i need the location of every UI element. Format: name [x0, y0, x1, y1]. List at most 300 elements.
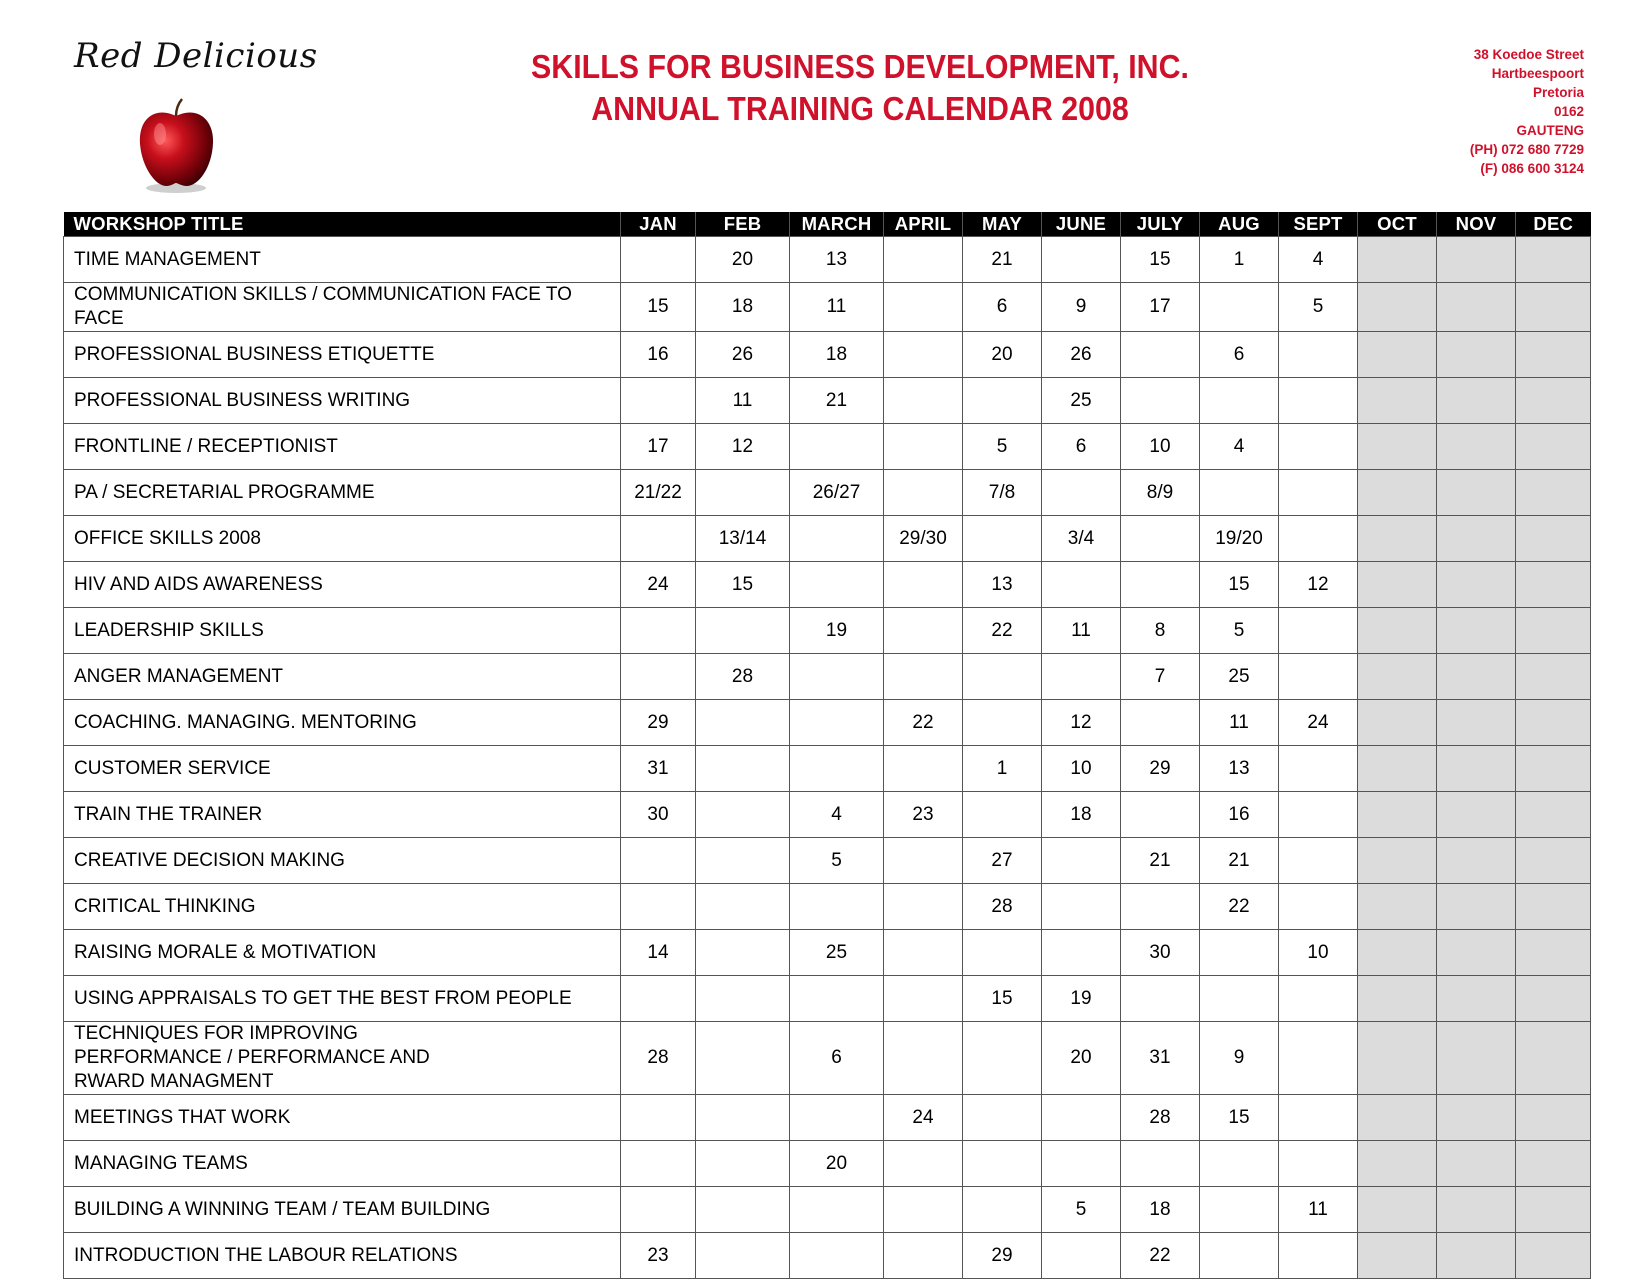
- date-cell: 1: [1200, 237, 1279, 283]
- date-cell: 28: [1121, 1095, 1200, 1141]
- address-town: Hartbeespoort: [1491, 66, 1584, 81]
- date-cell: [790, 562, 884, 608]
- date-cell: [1358, 1095, 1437, 1141]
- date-cell: [1200, 1187, 1279, 1233]
- date-cell: 24: [1279, 700, 1358, 746]
- date-cell: [696, 608, 790, 654]
- date-cell: 21: [790, 378, 884, 424]
- date-cell: [884, 283, 963, 332]
- date-cell: 12: [696, 424, 790, 470]
- table-row: [64, 1022, 1591, 1095]
- date-cell: 30: [621, 792, 696, 838]
- table-row: [64, 470, 1591, 516]
- workshop-title-cell: MEETINGS THAT WORK: [64, 1095, 621, 1141]
- date-cell: 13: [790, 237, 884, 283]
- date-cell: [1516, 884, 1591, 930]
- date-cell: [1358, 1187, 1437, 1233]
- date-cell: [1516, 976, 1591, 1022]
- date-cell: 17: [1121, 283, 1200, 332]
- date-cell: 4: [1279, 237, 1358, 283]
- date-cell: 15: [1121, 237, 1200, 283]
- date-cell: [963, 654, 1042, 700]
- date-cell: 16: [1200, 792, 1279, 838]
- date-cell: [1437, 332, 1516, 378]
- date-cell: [1358, 562, 1437, 608]
- date-cell: 3/4: [1042, 516, 1121, 562]
- date-cell: 9: [1200, 1022, 1279, 1095]
- date-cell: 15: [696, 562, 790, 608]
- date-cell: [1200, 976, 1279, 1022]
- date-cell: [963, 378, 1042, 424]
- date-cell: [696, 1022, 790, 1095]
- date-cell: [1121, 562, 1200, 608]
- date-cell: [1279, 1233, 1358, 1279]
- date-cell: [696, 838, 790, 884]
- date-cell: 8: [1121, 608, 1200, 654]
- brand-logo-text: Red Delicious: [74, 36, 318, 76]
- workshop-title-cell: PROFESSIONAL BUSINESS ETIQUETTE: [64, 332, 621, 378]
- date-cell: [1516, 654, 1591, 700]
- workshop-title-cell: FRONTLINE / RECEPTIONIST: [64, 424, 621, 470]
- workshop-title-cell: OFFICE SKILLS 2008: [64, 516, 621, 562]
- date-cell: [1437, 1233, 1516, 1279]
- date-cell: [621, 976, 696, 1022]
- date-cell: 24: [884, 1095, 963, 1141]
- date-cell: 9: [1042, 283, 1121, 332]
- date-cell: [621, 608, 696, 654]
- date-cell: [884, 237, 963, 283]
- date-cell: [696, 1141, 790, 1187]
- date-cell: 7: [1121, 654, 1200, 700]
- title-line-2: ANNUAL TRAINING CALENDAR 2008: [591, 90, 1129, 127]
- date-cell: [1358, 608, 1437, 654]
- date-cell: 28: [696, 654, 790, 700]
- date-cell: 18: [1042, 792, 1121, 838]
- date-cell: [1516, 424, 1591, 470]
- date-cell: 26/27: [790, 470, 884, 516]
- date-cell: [790, 746, 884, 792]
- date-cell: [1516, 283, 1591, 332]
- date-cell: 18: [696, 283, 790, 332]
- date-cell: [1358, 1141, 1437, 1187]
- date-cell: 25: [1200, 654, 1279, 700]
- date-cell: 6: [1042, 424, 1121, 470]
- date-cell: 15: [621, 283, 696, 332]
- date-cell: 31: [1121, 1022, 1200, 1095]
- date-cell: 22: [1121, 1233, 1200, 1279]
- date-cell: [963, 516, 1042, 562]
- date-cell: [1358, 654, 1437, 700]
- date-cell: 15: [963, 976, 1042, 1022]
- workshop-title-cell: USING APPRAISALS TO GET THE BEST FROM PEOPLE: [64, 976, 621, 1022]
- workshop-title-cell: COMMUNICATION SKILLS / COMMUNICATION FACE TO FACE: [64, 283, 621, 332]
- date-cell: 8/9: [1121, 470, 1200, 516]
- date-cell: [1437, 1022, 1516, 1095]
- date-cell: [1516, 746, 1591, 792]
- date-cell: [1279, 516, 1358, 562]
- date-cell: [1279, 884, 1358, 930]
- date-cell: [1358, 378, 1437, 424]
- date-cell: 23: [621, 1233, 696, 1279]
- date-cell: 16: [621, 332, 696, 378]
- date-cell: [696, 470, 790, 516]
- training-calendar-table: [63, 212, 1591, 1279]
- table-row: [64, 332, 1591, 378]
- workshop-title-cell: CUSTOMER SERVICE: [64, 746, 621, 792]
- workshop-title-cell: ANGER MANAGEMENT: [64, 654, 621, 700]
- date-cell: [1042, 654, 1121, 700]
- date-cell: [790, 884, 884, 930]
- date-cell: [1358, 930, 1437, 976]
- date-cell: 25: [1042, 378, 1121, 424]
- date-cell: 4: [790, 792, 884, 838]
- date-cell: [1437, 930, 1516, 976]
- date-cell: [621, 1095, 696, 1141]
- date-cell: 20: [696, 237, 790, 283]
- date-cell: 28: [621, 1022, 696, 1095]
- date-cell: [963, 700, 1042, 746]
- header-month: NOV: [1437, 212, 1516, 237]
- table-row: [64, 1233, 1591, 1279]
- table-row: [64, 930, 1591, 976]
- date-cell: [1358, 283, 1437, 332]
- date-cell: [621, 516, 696, 562]
- date-cell: 22: [1200, 884, 1279, 930]
- date-cell: [1279, 1141, 1358, 1187]
- date-cell: [1358, 516, 1437, 562]
- date-cell: [884, 654, 963, 700]
- date-cell: 22: [884, 700, 963, 746]
- address-fax: (F) 086 600 3124: [1480, 161, 1584, 176]
- date-cell: [1358, 332, 1437, 378]
- address-city: Pretoria: [1532, 85, 1584, 100]
- date-cell: [1516, 562, 1591, 608]
- date-cell: [1437, 746, 1516, 792]
- date-cell: [884, 976, 963, 1022]
- date-cell: [1437, 884, 1516, 930]
- date-cell: [1042, 470, 1121, 516]
- date-cell: [1042, 1233, 1121, 1279]
- date-cell: 20: [1042, 1022, 1121, 1095]
- date-cell: [790, 1187, 884, 1233]
- header-month: SEPT: [1279, 212, 1358, 237]
- date-cell: [696, 884, 790, 930]
- date-cell: 10: [1121, 424, 1200, 470]
- date-cell: 15: [1200, 1095, 1279, 1141]
- date-cell: [963, 930, 1042, 976]
- date-cell: [1437, 700, 1516, 746]
- table-row: [64, 976, 1591, 1022]
- date-cell: 12: [1279, 562, 1358, 608]
- date-cell: 5: [1042, 1187, 1121, 1233]
- date-cell: 21/22: [621, 470, 696, 516]
- table-header-row: [64, 212, 1591, 237]
- date-cell: 19: [1042, 976, 1121, 1022]
- date-cell: 23: [884, 792, 963, 838]
- date-cell: 28: [963, 884, 1042, 930]
- date-cell: [1358, 746, 1437, 792]
- date-cell: [1516, 237, 1591, 283]
- date-cell: 11: [790, 283, 884, 332]
- date-cell: [1279, 976, 1358, 1022]
- table-row: [64, 884, 1591, 930]
- date-cell: [1042, 884, 1121, 930]
- date-cell: [696, 1233, 790, 1279]
- date-cell: [1437, 792, 1516, 838]
- date-cell: [1279, 792, 1358, 838]
- header-month: MARCH: [790, 212, 884, 237]
- date-cell: [884, 884, 963, 930]
- date-cell: [1437, 608, 1516, 654]
- date-cell: [884, 838, 963, 884]
- date-cell: [790, 700, 884, 746]
- date-cell: [1437, 516, 1516, 562]
- date-cell: [1200, 930, 1279, 976]
- date-cell: 24: [621, 562, 696, 608]
- date-cell: [1437, 378, 1516, 424]
- date-cell: [884, 1141, 963, 1187]
- date-cell: 21: [963, 237, 1042, 283]
- date-cell: 30: [1121, 930, 1200, 976]
- date-cell: 5: [1200, 608, 1279, 654]
- date-cell: [1516, 1233, 1591, 1279]
- date-cell: [1042, 930, 1121, 976]
- header-month: APRIL: [884, 212, 963, 237]
- date-cell: [1516, 332, 1591, 378]
- date-cell: 15: [1200, 562, 1279, 608]
- date-cell: [1516, 608, 1591, 654]
- date-cell: 11: [1279, 1187, 1358, 1233]
- date-cell: 26: [696, 332, 790, 378]
- date-cell: [963, 1141, 1042, 1187]
- date-cell: 13/14: [696, 516, 790, 562]
- date-cell: [1200, 470, 1279, 516]
- date-cell: [696, 746, 790, 792]
- date-cell: 29: [621, 700, 696, 746]
- date-cell: [884, 746, 963, 792]
- date-cell: [1516, 378, 1591, 424]
- date-cell: [1042, 1141, 1121, 1187]
- date-cell: [1279, 746, 1358, 792]
- apple-icon: [136, 96, 216, 196]
- date-cell: [1437, 1141, 1516, 1187]
- date-cell: 29/30: [884, 516, 963, 562]
- table-row: [64, 378, 1591, 424]
- workshop-title-cell: LEADERSHIP SKILLS: [64, 608, 621, 654]
- header-workshop-title: WORKSHOP TITLE: [64, 212, 621, 237]
- date-cell: [1516, 470, 1591, 516]
- date-cell: [1121, 332, 1200, 378]
- date-cell: [621, 237, 696, 283]
- date-cell: [1358, 470, 1437, 516]
- date-cell: 7/8: [963, 470, 1042, 516]
- workshop-title-cell: COACHING. MANAGING. MENTORING: [64, 700, 621, 746]
- date-cell: [790, 1233, 884, 1279]
- date-cell: 29: [963, 1233, 1042, 1279]
- date-cell: 17: [621, 424, 696, 470]
- date-cell: 5: [1279, 283, 1358, 332]
- date-cell: [621, 884, 696, 930]
- date-cell: [1516, 1095, 1591, 1141]
- date-cell: [1516, 930, 1591, 976]
- date-cell: 21: [1121, 838, 1200, 884]
- date-cell: 20: [963, 332, 1042, 378]
- date-cell: [1121, 1141, 1200, 1187]
- date-cell: [1516, 1187, 1591, 1233]
- date-cell: 1: [963, 746, 1042, 792]
- date-cell: [963, 1187, 1042, 1233]
- date-cell: [1437, 237, 1516, 283]
- date-cell: 5: [963, 424, 1042, 470]
- date-cell: [884, 378, 963, 424]
- title-line-1: SKILLS FOR BUSINESS DEVELOPMENT, INC.: [531, 48, 1189, 85]
- date-cell: [1279, 470, 1358, 516]
- date-cell: [1516, 700, 1591, 746]
- workshop-title-cell: PROFESSIONAL BUSINESS WRITING: [64, 378, 621, 424]
- date-cell: [1200, 378, 1279, 424]
- date-cell: 11: [1042, 608, 1121, 654]
- header-month: OCT: [1358, 212, 1437, 237]
- date-cell: [1358, 976, 1437, 1022]
- date-cell: [1358, 884, 1437, 930]
- workshop-title-cell: MANAGING TEAMS: [64, 1141, 621, 1187]
- date-cell: [1121, 378, 1200, 424]
- table-row: [64, 654, 1591, 700]
- date-cell: [696, 1187, 790, 1233]
- date-cell: [884, 1022, 963, 1095]
- address-province: GAUTENG: [1516, 123, 1584, 138]
- date-cell: [1437, 424, 1516, 470]
- header-month: JUNE: [1042, 212, 1121, 237]
- table-row: [64, 1141, 1591, 1187]
- date-cell: [1358, 424, 1437, 470]
- date-cell: [1437, 283, 1516, 332]
- address-phone: (PH) 072 680 7729: [1469, 142, 1584, 157]
- table-row: [64, 516, 1591, 562]
- date-cell: 11: [696, 378, 790, 424]
- company-address: [1470, 45, 1584, 178]
- workshop-title-cell: TIME MANAGEMENT: [64, 237, 621, 283]
- date-cell: [1121, 884, 1200, 930]
- date-cell: [1437, 1187, 1516, 1233]
- date-cell: [696, 930, 790, 976]
- header-month: JULY: [1121, 212, 1200, 237]
- date-cell: 5: [790, 838, 884, 884]
- date-cell: [1358, 237, 1437, 283]
- date-cell: [884, 424, 963, 470]
- address-street: 38 Koedoe Street: [1473, 47, 1584, 62]
- date-cell: [884, 608, 963, 654]
- workshop-title-cell: CRITICAL THINKING: [64, 884, 621, 930]
- table-row: [64, 792, 1591, 838]
- date-cell: [621, 1187, 696, 1233]
- date-cell: 6: [790, 1022, 884, 1095]
- date-cell: [1358, 1233, 1437, 1279]
- date-cell: 14: [621, 930, 696, 976]
- date-cell: 4: [1200, 424, 1279, 470]
- date-cell: [884, 332, 963, 378]
- date-cell: [696, 700, 790, 746]
- date-cell: [963, 792, 1042, 838]
- workshop-title-cell: PA / SECRETARIAL PROGRAMME: [64, 470, 621, 516]
- date-cell: [1121, 792, 1200, 838]
- date-cell: 13: [1200, 746, 1279, 792]
- date-cell: [1437, 838, 1516, 884]
- date-cell: 25: [790, 930, 884, 976]
- date-cell: [1516, 1141, 1591, 1187]
- date-cell: [1279, 424, 1358, 470]
- date-cell: [621, 378, 696, 424]
- date-cell: 13: [963, 562, 1042, 608]
- date-cell: [1358, 792, 1437, 838]
- date-cell: [963, 1022, 1042, 1095]
- date-cell: [1279, 608, 1358, 654]
- workshop-title-cell: RAISING MORALE & MOTIVATION: [64, 930, 621, 976]
- date-cell: 11: [1200, 700, 1279, 746]
- table-row: [64, 838, 1591, 884]
- date-cell: [790, 654, 884, 700]
- workshop-title-cell: TRAIN THE TRAINER: [64, 792, 621, 838]
- table-row: [64, 608, 1591, 654]
- date-cell: [1042, 838, 1121, 884]
- date-cell: [1516, 792, 1591, 838]
- date-cell: [884, 930, 963, 976]
- date-cell: [790, 976, 884, 1022]
- date-cell: [1279, 332, 1358, 378]
- date-cell: [1121, 516, 1200, 562]
- date-cell: 6: [963, 283, 1042, 332]
- date-cell: [696, 792, 790, 838]
- date-cell: [1200, 1233, 1279, 1279]
- date-cell: [1279, 378, 1358, 424]
- table-row: [64, 562, 1591, 608]
- date-cell: [1279, 838, 1358, 884]
- date-cell: [1042, 1095, 1121, 1141]
- date-cell: [1358, 838, 1437, 884]
- date-cell: 18: [1121, 1187, 1200, 1233]
- date-cell: 29: [1121, 746, 1200, 792]
- table-body: [64, 237, 1591, 1279]
- date-cell: [790, 1095, 884, 1141]
- date-cell: [1437, 1095, 1516, 1141]
- table-row: [64, 1095, 1591, 1141]
- date-cell: 19/20: [1200, 516, 1279, 562]
- date-cell: [1437, 654, 1516, 700]
- date-cell: [1358, 1022, 1437, 1095]
- workshop-title-cell: HIV AND AIDS AWARENESS: [64, 562, 621, 608]
- date-cell: [1279, 1095, 1358, 1141]
- workshop-title-cell: TECHNIQUES FOR IMPROVING PERFORMANCE / PERFORMANCE AND RWARD MANAGMENT: [64, 1022, 621, 1095]
- header-month: JAN: [621, 212, 696, 237]
- table-row: [64, 237, 1591, 283]
- date-cell: [1437, 976, 1516, 1022]
- date-cell: [884, 1233, 963, 1279]
- date-cell: 21: [1200, 838, 1279, 884]
- date-cell: [963, 1095, 1042, 1141]
- date-cell: 18: [790, 332, 884, 378]
- date-cell: 10: [1279, 930, 1358, 976]
- date-cell: [1437, 470, 1516, 516]
- date-cell: 27: [963, 838, 1042, 884]
- workshop-title-cell: CREATIVE DECISION MAKING: [64, 838, 621, 884]
- workshop-title-cell: INTRODUCTION THE LABOUR RELATIONS: [64, 1233, 621, 1279]
- date-cell: 6: [1200, 332, 1279, 378]
- header-month: DEC: [1516, 212, 1591, 237]
- address-code: 0162: [1553, 104, 1584, 119]
- date-cell: [621, 654, 696, 700]
- date-cell: [1200, 283, 1279, 332]
- date-cell: [1516, 838, 1591, 884]
